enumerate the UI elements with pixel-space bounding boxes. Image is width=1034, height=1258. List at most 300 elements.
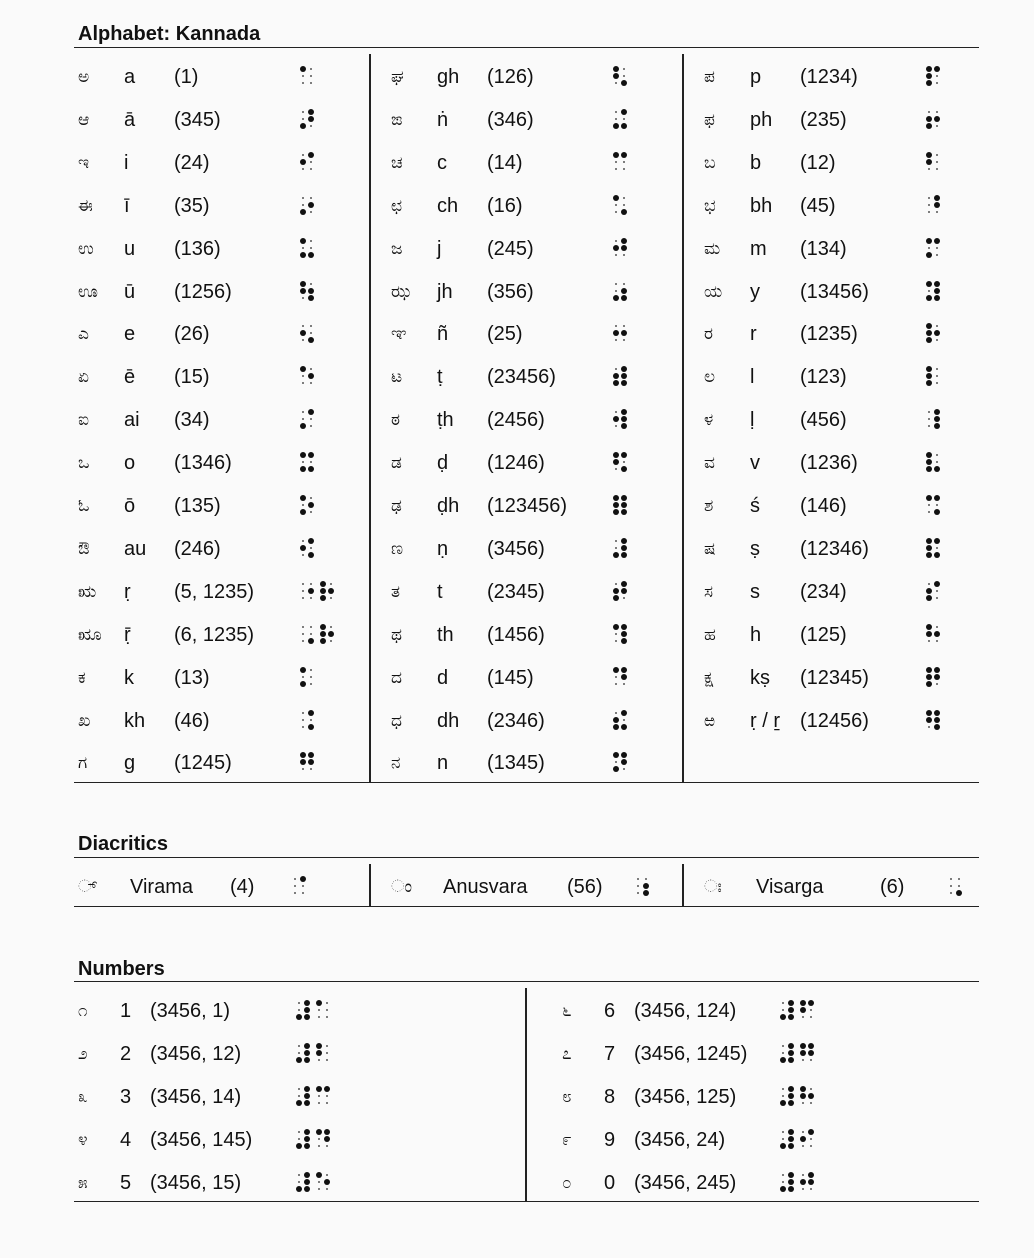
kannada-letter: ಖ (78, 710, 91, 731)
kannada-letter: ಕ (78, 667, 86, 688)
braille-dot-raised (788, 1057, 794, 1063)
transliteration: kh (124, 709, 146, 732)
kannada-letter: ಹ (704, 624, 716, 645)
braille-dot-flat (310, 719, 312, 721)
transliteration: ō (124, 495, 136, 517)
braille-dot-raised (926, 538, 932, 544)
braille-cell (300, 409, 312, 429)
braille-cell (300, 495, 312, 515)
braille-dot-flat (623, 254, 625, 256)
alphabet-entry (387, 701, 667, 741)
kannada-digit: ೫ (78, 1173, 88, 1193)
braille-dot-raised (308, 466, 314, 472)
braille-dot-flat (302, 118, 304, 120)
braille-dot-flat (637, 878, 639, 880)
braille-cell (316, 1043, 328, 1063)
braille-dot-raised (613, 717, 619, 723)
braille-dot-raised (296, 1014, 302, 1020)
alphabet-entry (387, 443, 667, 483)
braille-dot-raised (800, 1179, 806, 1185)
braille-dot-raised (788, 1007, 794, 1013)
braille-dot-flat (330, 597, 332, 599)
braille-dot-raised (926, 452, 932, 458)
braille-dot-flat (326, 1002, 328, 1004)
dot-numbers: (246) (174, 537, 221, 560)
kannada-letter: ಧ (391, 710, 402, 731)
braille-dot-flat (615, 368, 617, 370)
braille-dot-flat (936, 461, 938, 463)
braille-dot-raised (808, 1050, 814, 1056)
braille-cell (926, 538, 938, 558)
braille-dot-raised (621, 238, 627, 244)
braille-dot-raised (926, 238, 932, 244)
braille-dot-raised (934, 631, 940, 637)
braille-dot-flat (298, 1181, 300, 1183)
braille-dot-raised (304, 1043, 310, 1049)
kannada-letter: ಮ (704, 238, 721, 259)
kannada-digit: ೭ (562, 1044, 572, 1064)
braille-dot-raised (934, 667, 940, 673)
braille-dot-flat (615, 676, 617, 678)
braille-dot-raised (788, 1050, 794, 1056)
braille-dot-flat (936, 597, 938, 599)
braille-cell (800, 1172, 812, 1192)
braille-dot-raised (934, 724, 940, 730)
alphabet-entry (700, 229, 980, 269)
braille-dot-flat (318, 1138, 320, 1140)
braille-dot-flat (928, 425, 930, 427)
dot-numbers: (146) (800, 495, 847, 517)
dot-numbers: (13) (174, 666, 210, 689)
braille-dot-raised (621, 631, 627, 637)
braille-dot-flat (310, 626, 312, 628)
kannada-letter: ಈ (78, 195, 93, 216)
braille-cell (780, 1172, 792, 1192)
braille-dot-flat (936, 375, 938, 377)
braille-dot-flat (782, 1095, 784, 1097)
dot-numbers: (245) (487, 237, 534, 260)
braille-dot-flat (302, 418, 304, 420)
braille-dot-flat (318, 1095, 320, 1097)
braille-dot-raised (613, 123, 619, 129)
braille-dot-flat (928, 168, 930, 170)
dot-numbers: (46) (174, 709, 210, 732)
braille-dot-flat (928, 211, 930, 213)
transliteration: ṭh (437, 409, 454, 432)
braille-dot-flat (810, 1059, 812, 1061)
alphabet-entry (700, 529, 980, 569)
braille-dot-raised (320, 638, 326, 644)
braille-cell (296, 1086, 308, 1106)
braille-cell (300, 238, 312, 258)
braille-dot-raised (643, 890, 649, 896)
braille-dot-raised (926, 495, 932, 501)
braille-dot-raised (926, 159, 932, 165)
braille-cell (613, 409, 625, 429)
braille-dot-flat (302, 583, 304, 585)
braille-dot-flat (936, 82, 938, 84)
diacritic-name: Visarga (756, 876, 824, 898)
braille-cell (296, 1129, 308, 1149)
kannada-digit: ೨ (78, 1044, 88, 1064)
braille-dot-raised (621, 509, 627, 515)
braille-dot-flat (615, 761, 617, 763)
braille-cell (926, 238, 938, 258)
transliteration: e (124, 323, 136, 346)
braille-dot-flat (298, 1138, 300, 1140)
dot-numbers: (15) (174, 366, 210, 389)
braille-cell (926, 323, 938, 343)
braille-dot-raised (296, 1100, 302, 1106)
transliteration: ī (124, 194, 130, 217)
kannada-digit: ೩ (78, 1087, 88, 1107)
kannada-letter: ಒ (78, 453, 90, 474)
alphabet-entry (387, 57, 667, 97)
alphabet-entry (387, 400, 667, 440)
braille-dot-raised (926, 380, 932, 386)
braille-dot-raised (934, 288, 940, 294)
braille-dot-flat (928, 111, 930, 113)
diacritic-entry (387, 867, 667, 907)
transliteration: u (124, 237, 136, 260)
braille-dot-raised (926, 337, 932, 343)
braille-dot-raised (613, 502, 619, 508)
braille-dot-raised (621, 423, 627, 429)
braille-dot-raised (613, 452, 619, 458)
braille-dot-raised (320, 588, 326, 594)
arabic-digit: 2 (120, 1043, 132, 1065)
braille-dot-flat (928, 411, 930, 413)
braille-dot-flat (302, 111, 304, 113)
transliteration: b (750, 151, 762, 174)
braille-dot-raised (300, 66, 306, 72)
braille-dot-raised (926, 152, 932, 158)
braille-dot-raised (613, 295, 619, 301)
braille-dot-raised (304, 1000, 310, 1006)
braille-dot-raised (308, 552, 314, 558)
braille-dot-flat (802, 1131, 804, 1133)
transliteration: ch (437, 194, 459, 217)
braille-cell (926, 109, 938, 129)
braille-dot-flat (928, 290, 930, 292)
braille-dot-flat (615, 82, 617, 84)
dot-numbers: (346) (487, 108, 534, 131)
braille-dot-raised (308, 152, 314, 158)
braille-dot-raised (304, 1007, 310, 1013)
braille-dot-raised (296, 1143, 302, 1149)
braille-dot-raised (613, 752, 619, 758)
kannada-digit: ೧ (78, 1001, 88, 1021)
braille-dot-flat (936, 547, 938, 549)
braille-dot-raised (934, 202, 940, 208)
braille-dot-flat (615, 118, 617, 120)
braille-dot-flat (310, 211, 312, 213)
braille-dot-raised (324, 1129, 330, 1135)
alphabet-entry (74, 443, 354, 483)
braille-dot-raised (308, 724, 314, 730)
transliteration: ḷ (750, 409, 755, 432)
braille-dot-flat (326, 1059, 328, 1061)
braille-dot-raised (926, 667, 932, 673)
braille-dot-flat (318, 1009, 320, 1011)
alphabet-entry (387, 357, 667, 397)
braille-dot-flat (637, 892, 639, 894)
braille-dot-raised (613, 667, 619, 673)
braille-cell (613, 281, 625, 301)
alphabet-entry (700, 486, 980, 526)
braille-dot-raised (788, 1129, 794, 1135)
braille-dot-flat (326, 1174, 328, 1176)
braille-dot-flat (623, 68, 625, 70)
alphabet-entry (387, 143, 667, 183)
arabic-digit: 4 (120, 1129, 132, 1151)
braille-dot-raised (308, 538, 314, 544)
kannada-letter: ಘ (391, 67, 404, 87)
braille-dot-raised (926, 281, 932, 287)
braille-dot-flat (936, 325, 938, 327)
braille-dot-raised (788, 1143, 794, 1149)
number-entry (558, 1034, 858, 1074)
braille-dot-raised (621, 759, 627, 765)
braille-dot-raised (304, 1143, 310, 1149)
braille-dot-raised (800, 1093, 806, 1099)
braille-dot-raised (621, 538, 627, 544)
braille-dot-flat (936, 504, 938, 506)
braille-dot-raised (304, 1129, 310, 1135)
braille-dot-flat (310, 768, 312, 770)
kannada-letter: ಓ (78, 496, 90, 516)
transliteration: a (124, 66, 136, 88)
braille-dot-flat (615, 633, 617, 635)
alphabet-entry (387, 572, 667, 612)
alphabet-entry (387, 486, 667, 526)
dot-numbers: (3456, 245) (634, 1172, 737, 1194)
braille-dot-flat (326, 1045, 328, 1047)
braille-dot-flat (802, 1102, 804, 1104)
braille-dot-raised (308, 337, 314, 343)
arabic-digit: 0 (604, 1172, 616, 1194)
braille-dot-raised (621, 452, 627, 458)
braille-dot-raised (613, 624, 619, 630)
braille-dot-raised (316, 1172, 322, 1178)
braille-dot-raised (780, 1186, 786, 1192)
transliteration: g (124, 752, 136, 775)
transliteration: ū (124, 280, 136, 303)
kannada-letter: ಚ (391, 152, 403, 173)
braille-dot-flat (936, 154, 938, 156)
dot-numbers: (123) (800, 366, 847, 389)
braille-dot-raised (308, 452, 314, 458)
braille-dot-raised (621, 373, 627, 379)
braille-dot-raised (800, 1086, 806, 1092)
kannada-letter: ಢ (391, 496, 402, 516)
braille-dot-raised (300, 545, 306, 551)
transliteration: ṝ (124, 623, 131, 646)
alphabet-entry (74, 186, 354, 226)
dot-numbers: (3456, 15) (150, 1172, 242, 1194)
braille-cell (300, 195, 312, 215)
kannada-digit: ೯ (562, 1130, 572, 1150)
braille-dot-raised (934, 409, 940, 415)
braille-cell (926, 281, 938, 301)
braille-dot-raised (613, 724, 619, 730)
braille-cell (926, 495, 938, 515)
kannada-letter: ವ (704, 453, 715, 474)
transliteration: ā (124, 108, 136, 131)
braille-dot-flat (782, 1088, 784, 1090)
dot-numbers: (235) (800, 108, 847, 131)
braille-dot-raised (800, 1136, 806, 1142)
braille-dot-flat (326, 1052, 328, 1054)
alphabet-entry (387, 100, 667, 140)
braille-dot-flat (302, 885, 304, 887)
braille-dot-flat (623, 719, 625, 721)
braille-dot-raised (926, 123, 932, 129)
braille-dot-raised (926, 631, 932, 637)
kannada-letter: ಐ (78, 410, 89, 431)
transliteration: p (750, 66, 762, 88)
alphabet-entry (387, 615, 667, 655)
braille-dot-raised (308, 752, 314, 758)
braille-dot-flat (623, 204, 625, 206)
braille-cell (780, 1000, 792, 1020)
dot-numbers: (56) (567, 876, 603, 898)
braille-dot-raised (300, 123, 306, 129)
braille-dot-flat (936, 339, 938, 341)
dot-numbers: (1346) (174, 452, 232, 475)
transliteration: i (124, 151, 129, 174)
alphabet-entry (74, 143, 354, 183)
alphabet-entry (74, 615, 354, 655)
braille-cell (300, 710, 312, 730)
number-entry (558, 1163, 858, 1203)
braille-dot-flat (310, 597, 312, 599)
alphabet-entry (700, 357, 980, 397)
braille-dot-flat (326, 1188, 328, 1190)
braille-dot-flat (928, 583, 930, 585)
braille-dot-flat (623, 683, 625, 685)
braille-dot-flat (302, 75, 304, 77)
braille-dot-flat (802, 1174, 804, 1176)
braille-dot-flat (310, 425, 312, 427)
kannada-letter: ಎ (78, 324, 89, 345)
kannada-letter: ಊ (78, 281, 98, 302)
dot-numbers: (123456) (487, 495, 568, 517)
transliteration: s (750, 580, 760, 603)
braille-dot-raised (308, 295, 314, 301)
braille-dot-flat (302, 726, 304, 728)
braille-dot-flat (936, 111, 938, 113)
dot-numbers: (234) (800, 580, 847, 603)
braille-dot-raised (934, 330, 940, 336)
braille-cell (613, 366, 625, 386)
braille-dot-raised (300, 466, 306, 472)
alphabet-entry (387, 229, 667, 269)
alphabet-entry (700, 400, 980, 440)
braille-dot-flat (326, 1095, 328, 1097)
braille-dot-raised (808, 1172, 814, 1178)
kannada-letter: ಡ (391, 453, 402, 474)
braille-dot-flat (310, 332, 312, 334)
alphabet-entry (700, 186, 980, 226)
braille-dot-raised (304, 1179, 310, 1185)
braille-dot-raised (304, 1093, 310, 1099)
alphabet-title: Alphabet: Kannada (78, 23, 261, 45)
braille-dot-raised (613, 766, 619, 772)
braille-dot-flat (623, 325, 625, 327)
braille-dot-raised (934, 509, 940, 515)
braille-dot-flat (302, 375, 304, 377)
dot-numbers: (12456) (800, 709, 869, 732)
numbers-column-divider (525, 988, 527, 1202)
braille-dot-flat (302, 154, 304, 156)
kannada-digit: ೪ (78, 1130, 88, 1150)
alphabet-entry (74, 57, 354, 97)
braille-dot-raised (300, 876, 306, 882)
braille-dot-raised (934, 552, 940, 558)
braille-dot-raised (316, 1086, 322, 1092)
kannada-letter: ಅ (78, 67, 90, 87)
kannada-letter: ಉ (78, 238, 94, 259)
braille-dot-raised (808, 1000, 814, 1006)
braille-dot-flat (782, 1181, 784, 1183)
braille-dot-flat (310, 583, 312, 585)
braille-dot-raised (926, 80, 932, 86)
braille-dot-raised (300, 281, 306, 287)
braille-dot-raised (780, 1014, 786, 1020)
transliteration: jh (437, 280, 453, 303)
braille-dot-raised (300, 252, 306, 258)
braille-dot-flat (810, 1088, 812, 1090)
dot-numbers: (134) (800, 237, 847, 260)
braille-dot-raised (316, 1050, 322, 1056)
alphabet-entry (387, 186, 667, 226)
braille-dot-raised (956, 890, 962, 896)
braille-cell (316, 1129, 328, 1149)
braille-dot-flat (782, 1009, 784, 1011)
braille-cell (926, 624, 938, 644)
braille-dot-flat (623, 168, 625, 170)
braille-dot-flat (310, 247, 312, 249)
braille-cell (300, 752, 312, 772)
braille-dot-raised (788, 1179, 794, 1185)
braille-cell (926, 581, 938, 601)
braille-cell (800, 1086, 812, 1106)
braille-dot-raised (613, 380, 619, 386)
braille-dot-raised (621, 330, 627, 336)
alphabet-entry (700, 143, 980, 183)
braille-dot-flat (326, 1016, 328, 1018)
braille-dot-flat (615, 339, 617, 341)
braille-dot-flat (302, 633, 304, 635)
braille-dot-flat (302, 597, 304, 599)
braille-dot-raised (934, 538, 940, 544)
dot-numbers: (125) (800, 623, 847, 646)
braille-dot-flat (330, 583, 332, 585)
braille-cell (300, 152, 312, 172)
braille-dot-flat (302, 325, 304, 327)
braille-dot-raised (934, 416, 940, 422)
braille-dot-raised (613, 552, 619, 558)
braille-cell (320, 624, 332, 644)
alphabet-entry (74, 100, 354, 140)
braille-cell (300, 366, 312, 386)
braille-dot-flat (318, 1016, 320, 1018)
braille-dot-flat (302, 504, 304, 506)
braille-dot-flat (936, 168, 938, 170)
dot-numbers: (1236) (800, 452, 858, 475)
braille-dot-flat (615, 283, 617, 285)
